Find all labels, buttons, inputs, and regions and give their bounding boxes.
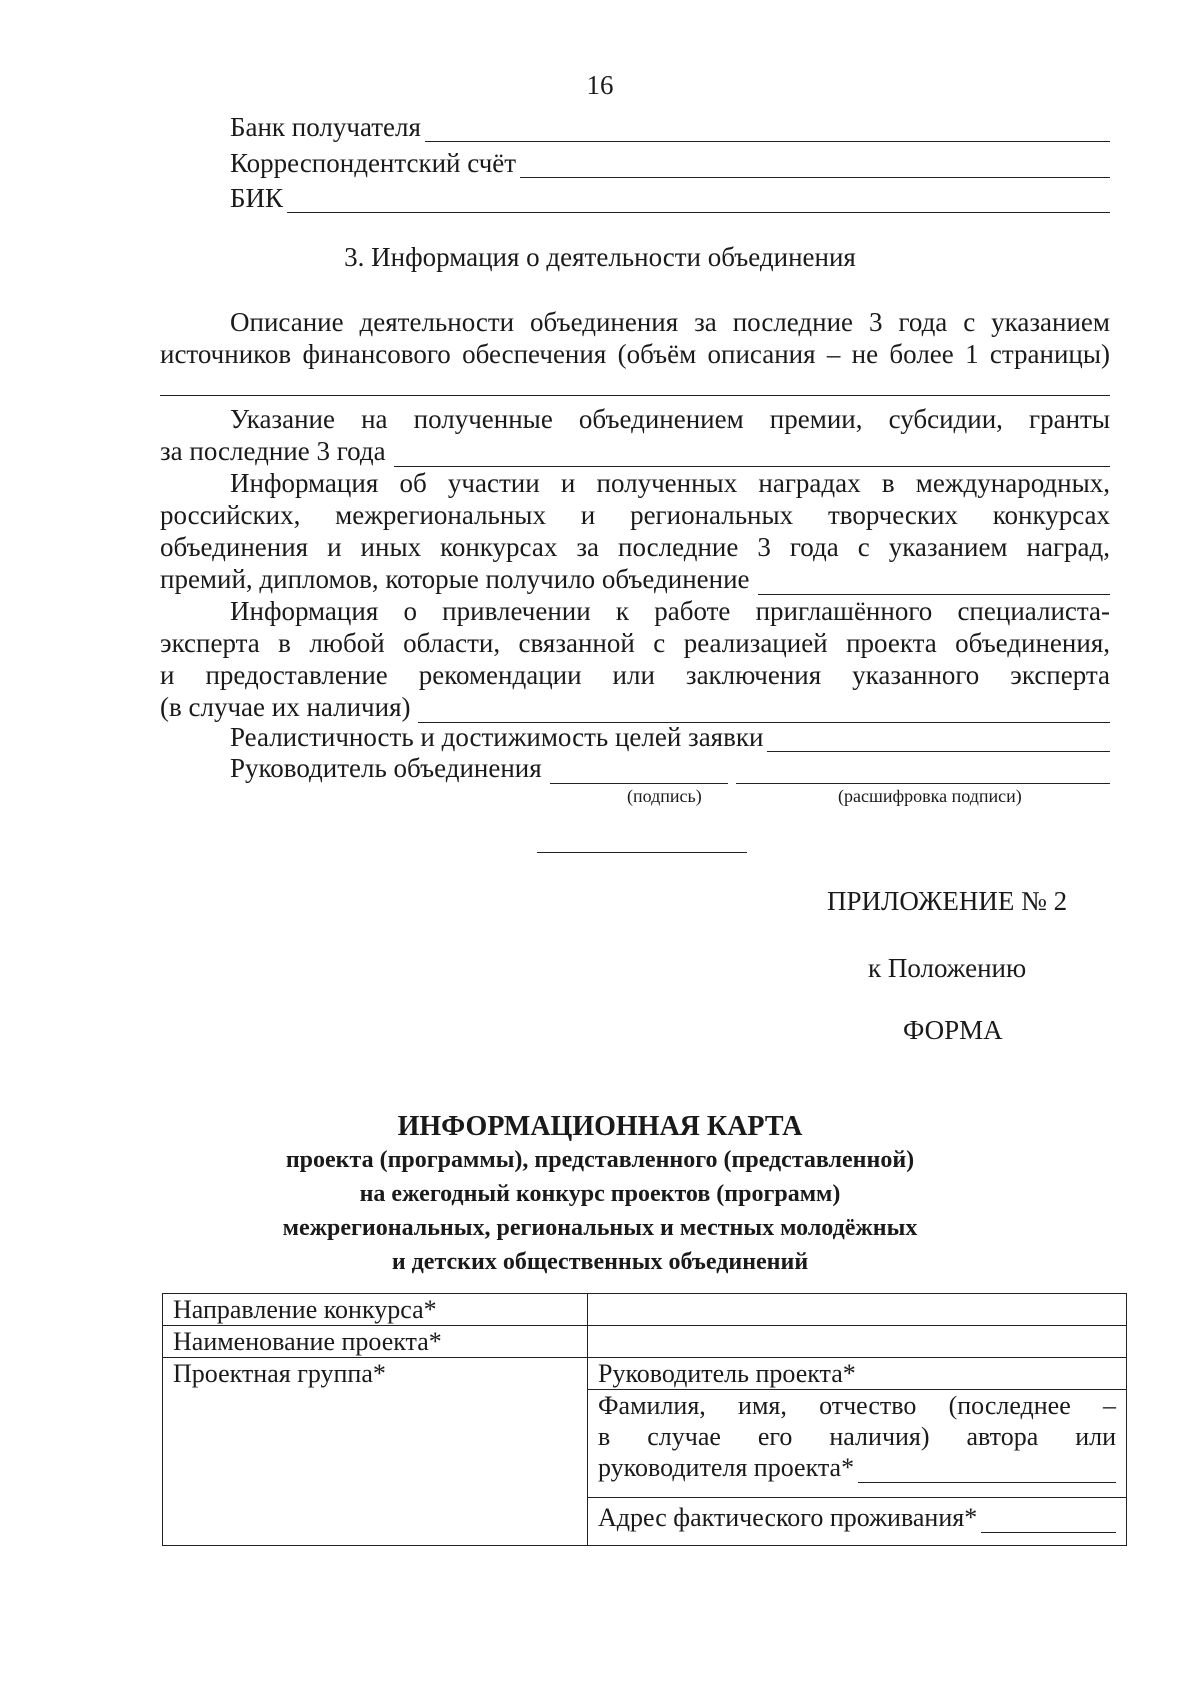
address-cell	[588, 1498, 1127, 1546]
fio-line3-row	[598, 1452, 1116, 1483]
expert-line3: и предоставление рекомендации или заключения указанного эксперта	[160, 660, 1110, 690]
contests-line4: премий, дипломов, которые получило объединение	[160, 564, 750, 594]
bik-blank-line[interactable]	[287, 186, 1110, 213]
table-row	[163, 1358, 1127, 1390]
corr-account-label: Корреспондентский счёт	[230, 148, 517, 178]
contests-line4-row	[160, 563, 1110, 595]
decoding-caption: (расшифровка подписи)	[838, 786, 1022, 806]
expert-line4: (в случае их наличия)	[160, 692, 411, 722]
realism-field	[230, 720, 1110, 752]
bik-field	[230, 181, 1110, 213]
realism-blank-line[interactable]	[767, 725, 1110, 752]
table-row	[163, 1294, 1127, 1326]
row-project-group-label: Проектная группа*	[163, 1358, 588, 1546]
project-leader-cell: Руководитель проекта*	[588, 1358, 1127, 1390]
head-label: Руководитель объединения	[230, 753, 542, 783]
awards-line2-row	[160, 435, 1110, 467]
corr-account-blank-line[interactable]	[520, 151, 1110, 178]
form-label: ФОРМА	[903, 1015, 1003, 1045]
signature-caption: (подпись)	[627, 786, 702, 806]
card-subtitle-2: на ежегодный конкурс проектов (программ)	[359, 1181, 841, 1207]
bik-label: БИК	[230, 183, 284, 213]
signature-decoding-blank-line[interactable]	[736, 757, 1110, 784]
fio-line1: Фамилия, имя, отчество (последнее –	[598, 1391, 1116, 1420]
description-blank-line[interactable]	[160, 395, 1110, 396]
row-project-name-value[interactable]	[588, 1326, 1127, 1358]
expert-paragraph	[160, 595, 1110, 723]
address-blank-line[interactable]	[981, 1508, 1116, 1533]
awards-line1: Указание на полученные объединением премии, субсидии, гранты	[230, 404, 1110, 434]
head-signature-row	[230, 752, 1110, 784]
row-project-name-label: Наименование проекта*	[163, 1326, 588, 1358]
fio-line3: руководителя проекта*	[598, 1453, 855, 1482]
card-subtitle-1: проекта (программы), представленного (представленной)	[285, 1147, 915, 1173]
table-row	[163, 1326, 1127, 1358]
row-contest-direction-label: Направление конкурса*	[163, 1294, 588, 1326]
fio-cell	[588, 1390, 1127, 1498]
expert-blank-line[interactable]	[418, 696, 1110, 723]
fio-blank-line[interactable]	[858, 1458, 1116, 1483]
card-subtitle-3: межрегиональных, региональных и местных молодёжных	[282, 1215, 918, 1241]
contests-paragraph	[160, 467, 1110, 595]
description-paragraph	[160, 306, 1110, 370]
section3-heading: 3. Информация о деятельности объединения	[344, 242, 856, 272]
awards-paragraph	[160, 403, 1110, 467]
expert-line1: Информация о привлечении к работе приглашённого специалиста-	[230, 596, 1110, 626]
description-line1: Описание деятельности объединения за последние 3 года с указанием	[230, 307, 1110, 337]
contests-line2: российских, межрегиональных и региональных творческих конкурсах	[160, 500, 1110, 530]
separator-line	[537, 852, 747, 853]
row-contest-direction-value[interactable]	[588, 1294, 1127, 1326]
appendix-label: ПРИЛОЖЕНИЕ № 2	[827, 886, 1068, 916]
description-line2: источников финансового обеспечения (объём описания – не более 1 страницы)	[160, 339, 1110, 369]
address-label: Адрес фактического проживания*	[598, 1503, 978, 1532]
contests-line1: Информация об участии и полученных наградах в международных,	[230, 468, 1110, 498]
bank-field	[230, 110, 1110, 142]
signature-blank-line[interactable]	[550, 757, 728, 784]
page-number: 16	[586, 70, 614, 100]
bank-label: Банк получателя	[230, 112, 421, 142]
awards-blank-line[interactable]	[394, 440, 1110, 467]
realism-label: Реалистичность и достижимость целей заявки	[230, 722, 764, 752]
fio-line2: в случае его наличия) автора или	[598, 1422, 1116, 1451]
address-row	[598, 1502, 1116, 1533]
contests-line3: объединения и иных конкурсах за последние 3 года с указанием наград,	[160, 532, 1110, 562]
info-card-table	[162, 1293, 1127, 1546]
to-regulation-label: к Положению	[868, 953, 1027, 983]
awards-line2: за последние 3 года	[160, 436, 386, 466]
expert-line2: эксперта в любой области, связанной с реализацией проекта объединения,	[160, 628, 1110, 658]
card-subtitle-4: и детских общественных объединений	[391, 1249, 809, 1275]
card-title: ИНФОРМАЦИОННАЯ КАРТА	[397, 1111, 803, 1142]
expert-line4-row	[160, 691, 1110, 723]
bank-blank-line[interactable]	[425, 115, 1110, 142]
corr-account-field	[230, 146, 1110, 178]
contests-blank-line[interactable]	[758, 568, 1110, 595]
